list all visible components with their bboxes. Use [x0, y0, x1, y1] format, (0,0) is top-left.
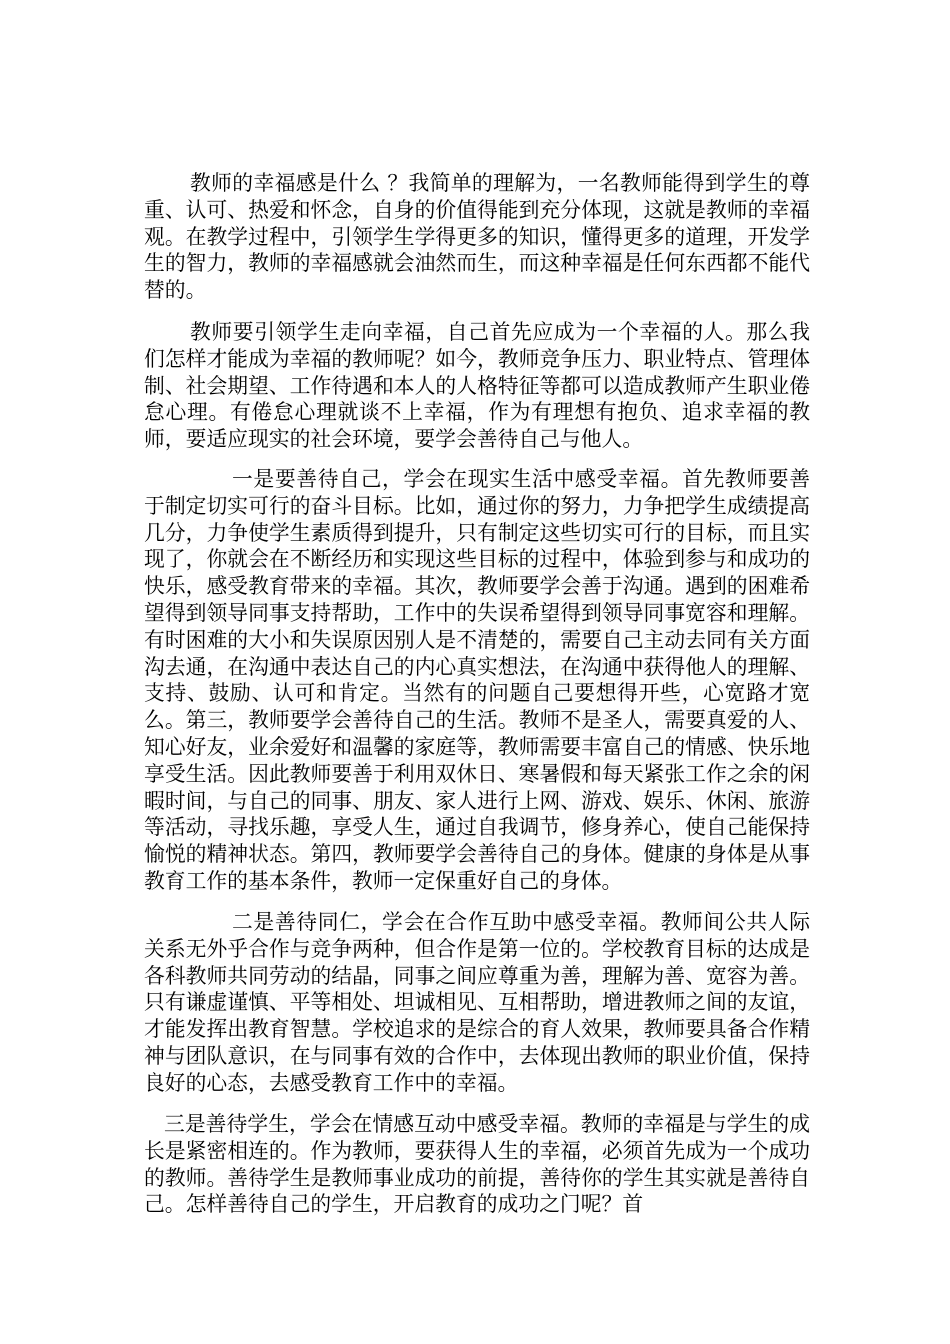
paragraph-treat-colleagues-well: 二是善待同仁，学会在合作互助中感受幸福。教师间公共人际关系无外乎合作与竞争两种，但合作是第一位的。学校教育目标的达成是各科教师共同劳动的结晶，同事之间应尊重为善，理解为善、宽容为善。只有谦虚谨慎、平等相处、坦诚相见、互相帮助，增进教师之间的友谊，才能发挥出教育智慧。学校追求的是综合的育人效果，教师要具备合作精神与团队意识，在与同事有效的合作中，去体现出教师的职业价值，保持良好的心态，去感受教育工作中的幸福。	[144, 910, 810, 1095]
paragraph-treat-yourself-well: 一是要善待自己，学会在现实生活中感受幸福。首先教师要善于制定切实可行的奋斗目标。比如，通过你的努力，力争把学生成绩提高几分，力争使学生素质得到提升，只有制定这些切实可行的目标，而且实现了，你就会在不断经历和实现这些目标的过程中，体验到参与和成功的快乐，感受教育带来的幸福。其次，教师要学会善于沟通。遇到的困难希望得到领导同事支持帮助，工作中的失误希望得到领导同事宽容和理解。有时困难的大小和失误原因别人是不清楚的，需要自己主动去同有关方面沟去通，在沟通中表达自己的内心真实想法，在沟通中获得他人的理解、支持、鼓励、认可和肯定。当然有的问题自己要想得开些，心宽路才宽么。第三，教师要学会善待自己的生活。教师不是圣人，需要真爱的人、知心好友，业余爱好和温馨的家庭等，教师需要丰富自己的情感、快乐地享受生活。因此教师要善于利用双休日、寒暑假和每天紧张工作之余的闲暇时间，与自己的同事、朋友、家人进行上网、游戏、娱乐、休闲、旅游等活动，寻找乐趣，享受人生，通过自我调节，修身养心，使自己能保持愉悦的精神状态。第四，教师要学会善待自己的身体。健康的身体是从事教育工作的基本条件，教师一定保重好自己的身体。	[144, 467, 810, 893]
paragraph-teacher-happiness-definition: 教师的幸福感是什么 ？我简单的理解为，一名教师能得到学生的尊重、认可、热爱和怀念，自身的价值得能到充分体现，这就是教师的幸福观。在教学过程中，引领学生学得更多的知识，懂得更多的道理，开发学生的智力，教师的幸福感就会油然而生，而这种幸福是任何东西都不能代替的。	[144, 171, 810, 303]
paragraph-treat-students-well: 三是善待学生，学会在情感互动中感受幸福。教师的幸福是与学生的成长是紧密相连的。作为教师，要获得人生的幸福，必须首先成为一个成功的教师。善待学生是教师事业成功的前提，善待你的学生其实就是善待自己。怎样善待自己的学生，开启教育的成功之门呢？首	[144, 1112, 810, 1217]
paragraph-becoming-happy-teacher: 教师要引领学生走向幸福，自己首先应成为一个幸福的人。那么我们怎样才能成为幸福的教师呢？如今，教师竞争压力、职业特点、管理体制、社会期望、工作待遇和本人的人格特征等都可以造成教师产生职业倦怠心理。有倦怠心理就谈不上幸福，作为有理想有抱负、追求幸福的教师，要适应现实的社会环境，要学会善待自己与他人。	[144, 320, 810, 452]
